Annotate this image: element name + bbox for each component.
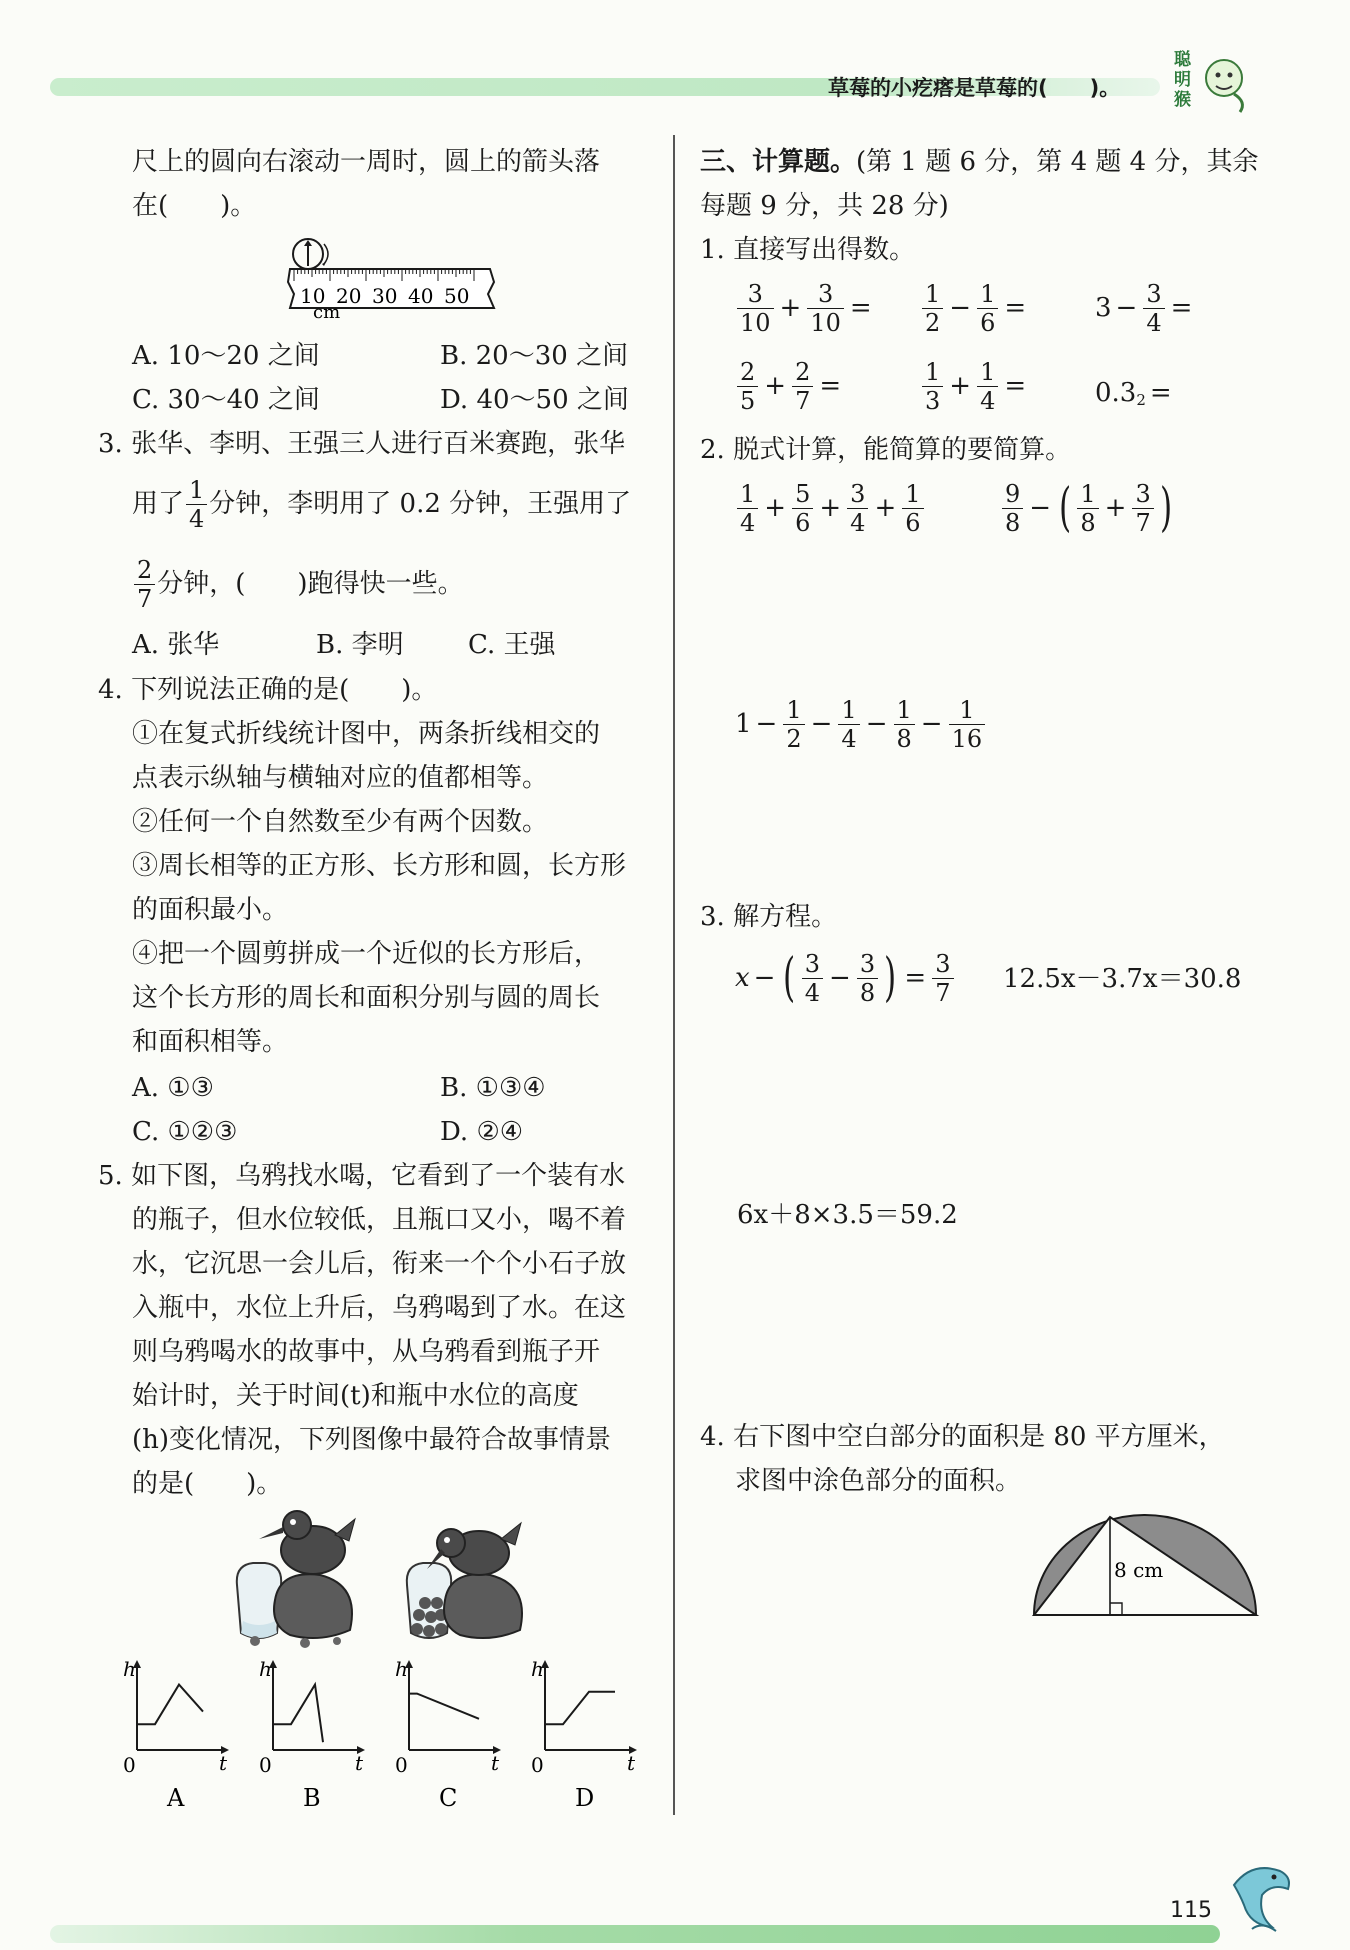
graph-axis-h: h [259, 1657, 272, 1681]
graph-origin: 0 [395, 1753, 408, 1777]
q4-stem: 4. 下列说法正确的是( )。 [98, 675, 438, 705]
q4-line-5: 的面积最小。 [132, 895, 289, 925]
q4-line-6: ④把一个圆剪拼成一个近似的长方形后， [132, 939, 601, 969]
q2-option-a: A. 10～20 之间 [132, 341, 320, 371]
ruler-tick-10: 10 [300, 284, 326, 308]
graph-options [125, 1650, 665, 1810]
crow-after-icon [407, 1523, 522, 1638]
r-q2-expr-2: $\frac{9}{8}$ − ( $\frac{1}{8}$ + $\frac{3}{7}$ ) [1000, 478, 1176, 538]
q2-option-c: C. 30～40 之间 [132, 385, 320, 415]
q4-option-a: A. ①③ [132, 1073, 214, 1103]
q3-fraction-2: $\frac{2}{7}$ [134, 556, 155, 613]
r-q1-expr-1: $\frac{3}{10}$ + $\frac{3}{10}$ = [735, 278, 876, 338]
semicircle-figure [1028, 1508, 1258, 1628]
q5-line-2: 的瓶子，但水位较低，且瓶口又小，喝不着 [132, 1205, 627, 1235]
r-q2-title: 2. 脱式计算，能简算的要简算。 [700, 435, 1072, 465]
r-q1-expr-2: $\frac{1}{2}$ − $\frac{1}{6}$ = [920, 278, 1030, 338]
ruler-tick-20: 20 [336, 284, 362, 308]
section-note-1: (第 1 题 6 分，第 4 题 4 分，其余 [856, 147, 1259, 177]
r-q1-expr-6: 0.3 $_2$ = [1095, 378, 1172, 409]
dolphin-icon [1222, 1855, 1302, 1935]
q2-option-d: D. 40～50 之间 [440, 385, 629, 415]
graph-label-b: B [303, 1784, 321, 1812]
header-riddle: 草莓的小疙瘩是草莓的( )。 [828, 76, 1121, 100]
crow-before-icon [237, 1511, 355, 1648]
q5-line-1: 5. 如下图，乌鸦找水喝，它看到了一个装有水 [98, 1161, 626, 1191]
graph-curve-c [409, 1694, 479, 1719]
r-q1-expr-4: $\frac{2}{5}$ + $\frac{2}{7}$ = [735, 356, 845, 416]
q4-line-8: 和面积相等。 [132, 1027, 289, 1057]
q3-text-c: 分钟，( )跑得快一些。 [157, 569, 464, 599]
graph-label-c: C [439, 1784, 458, 1812]
ruler-unit: cm [313, 302, 341, 323]
footer-bar [50, 1925, 1220, 1943]
ruler-tick-30: 30 [372, 284, 398, 308]
q5-line-3: 水，它沉思一会儿后，衔来一个个小石子放 [132, 1249, 627, 1279]
q5-line-8: 的是( )。 [132, 1469, 283, 1499]
ruler-tick-50: 50 [444, 284, 470, 308]
r-q4-line2: 求图中涂色部分的面积。 [735, 1466, 1022, 1496]
section-title: 三、计算题。 [700, 147, 857, 177]
graph-origin: 0 [531, 1753, 544, 1777]
q3-line1: 3. 张华、李明、王强三人进行百米赛跑，张华 [98, 429, 626, 459]
graph-origin: 0 [123, 1753, 136, 1777]
q3-line3 [132, 554, 464, 614]
q3-option-b: B. 李明 [316, 630, 404, 660]
r-q2-expr-1: $\frac{1}{4}$ + $\frac{5}{6}$ + $\frac{3}{4}$ + $\frac{1}{6}$ [735, 478, 926, 538]
graph-curve-d [545, 1692, 615, 1724]
r-q3-expr-2: 12.5x－3.7x＝30.8 [1003, 964, 1242, 994]
section-header [700, 140, 1258, 184]
height-label: 8 cm [1114, 1558, 1164, 1582]
q4-line-1: ①在复式折线统计图中，两条折线相交的 [132, 719, 601, 749]
q3-text-b: 分钟，李明用了 0.2 分钟，王强用了 [209, 489, 632, 519]
q4-line-7: 这个长方形的周长和面积分别与圆的周长 [132, 983, 601, 1013]
page-number: 115 [1170, 1898, 1212, 1923]
dolphin-logo [1222, 1855, 1302, 1935]
ruler-tick-40: 40 [408, 284, 434, 308]
graph-curve-b [273, 1685, 323, 1743]
crow-illustration [225, 1505, 565, 1650]
graph-axis-t: t [219, 1751, 228, 1775]
q4-line-2: 点表示纵轴与横轴对应的值都相等。 [132, 763, 549, 793]
r-q1-title: 1. 直接写出得数。 [700, 235, 916, 265]
column-divider [673, 135, 675, 1815]
r-q3-title: 3. 解方程。 [700, 902, 838, 932]
graph-axis-t: t [491, 1751, 500, 1775]
q5-line-7: (h)变化情况，下列图像中最符合故事情景 [132, 1425, 612, 1455]
r-q3-expr-3: 6x＋8×3.5＝59.2 [737, 1200, 958, 1230]
logo-text: 聪明猴 [1174, 50, 1191, 110]
r-q2-expr-3: 1 − $\frac{1}{2}$ − $\frac{1}{4}$ − $\frac{1}{8}$ − $\frac{1}{16}$ [735, 694, 987, 754]
r-q3-expr-1: x − ( $\frac{3}{4}$ − $\frac{3}{8}$ ) = $\frac{3}{7}$ [735, 948, 956, 1008]
q2-line2: 在( )。 [132, 191, 257, 221]
graph-label-a: A [167, 1784, 185, 1812]
graph-axis-t: t [627, 1751, 636, 1775]
q3-option-a: A. 张华 [132, 630, 220, 660]
graph-axis-t: t [355, 1751, 364, 1775]
r-q1-expr-3: 3 − $\frac{3}{4}$ = [1095, 279, 1193, 337]
section-note-2: 每题 9 分，共 28 分) [700, 191, 949, 221]
q3-text-a: 用了 [132, 489, 185, 519]
r-q1-expr-5: $\frac{1}{3}$ + $\frac{1}{4}$ = [920, 356, 1030, 416]
q3-option-c: C. 王强 [468, 630, 556, 660]
q5-line-4: 入瓶中，水位上升后，乌鸦喝到了水。在这 [132, 1293, 627, 1323]
graph-axis-h: h [531, 1657, 544, 1681]
ruler-figure [280, 232, 500, 322]
q4-option-c: C. ①②③ [132, 1117, 238, 1147]
graph-label-d: D [575, 1784, 595, 1812]
q4-option-b: B. ①③④ [440, 1073, 546, 1103]
q3-line2 [132, 474, 631, 534]
graph-curve-a [137, 1685, 203, 1725]
q2-line1: 尺上的圆向右滚动一周时，圆上的箭头落 [132, 147, 601, 177]
q5-line-5: 则乌鸦喝水的故事中，从乌鸦看到瓶子开 [132, 1337, 601, 1367]
graph-axis-h: h [123, 1657, 136, 1681]
q4-option-d: D. ②④ [440, 1117, 524, 1147]
graph-origin: 0 [259, 1753, 272, 1777]
graph-axis-h: h [395, 1657, 408, 1681]
r-q4-line1: 4. 右下图中空白部分的面积是 80 平方厘米， [700, 1422, 1225, 1452]
q5-line-6: 始计时，关于时间(t)和瓶中水位的高度 [132, 1381, 579, 1411]
q3-fraction-1: $\frac{1}{4}$ [186, 476, 207, 533]
q4-line-4: ③周长相等的正方形、长方形和圆，长方形 [132, 851, 627, 881]
q4-line-3: ②任何一个自然数至少有两个因数。 [132, 807, 549, 837]
monkey-logo [1172, 50, 1252, 120]
q2-option-b: B. 20～30 之间 [440, 341, 629, 371]
